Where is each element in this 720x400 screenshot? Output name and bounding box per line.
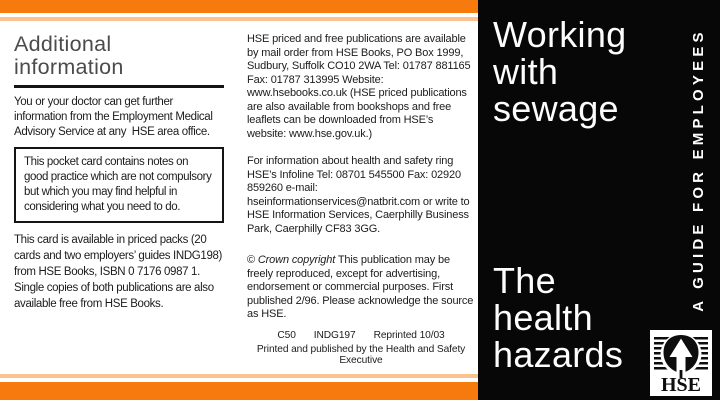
- cover-subtitle-line2: health: [493, 297, 593, 338]
- cover-title-line1: Working: [493, 14, 627, 55]
- bottom-orange-bar: [0, 382, 478, 400]
- middle-column: [247, 33, 475, 366]
- cover-subtitle-line1: The: [493, 260, 556, 301]
- bottom-light-orange-rule: [0, 374, 478, 378]
- cover-subtitle: [493, 262, 623, 373]
- copyright-rest: This publication may be freely reproduced, except for advertising, endorsement or commercial purposes. First published 2/96. Please acknowledge the source as HSE.: [247, 254, 477, 320]
- cover-title: [493, 16, 626, 127]
- footer-code-reprint: Reprinted 10/03: [373, 329, 445, 341]
- top-orange-bar: [0, 0, 478, 13]
- footer-code-indg197: INDG197: [313, 329, 356, 341]
- footer-codes: [247, 330, 475, 341]
- copyright-symbol: ©: [247, 254, 258, 266]
- cover-subtitle-line3: hazards: [493, 334, 624, 375]
- hse-logo: [650, 330, 712, 396]
- infoline-paragraph: For information about health and safety ring HSE’s Infoline Tel: 08701 545500 Fax: 02920 859260 e-mail: hseinformationservices@natbrit.com or write to HSE Information Services, Caerphilly Business Park, Caerphilly CF83 3GG.: [247, 155, 473, 235]
- pocket-card-note-box: This pocket card contains notes on good practice which are not compulsory but which you may find helpful in considering what you need to do.: [14, 147, 224, 223]
- left-paragraph-1: You or your doctor can get further information from the Employment Medical Advisory Service at any HSE area office.: [14, 96, 215, 138]
- heading-rule: [14, 85, 224, 88]
- section-heading-line2: information: [14, 55, 124, 79]
- cover-panel: [478, 0, 720, 400]
- copyright-paragraph: [247, 254, 475, 322]
- publications-paragraph: HSE priced and free publications are available by mail order from HSE Books, PO Box 1999, Sudbury, Suffolk CO10 2WA Tel: 01787 881165 Fax: 01787 313995 Website: www.hsebooks.co.uk (HSE priced publications are also available from bookshops and free leaflets can be downloaded from HSE’s website: www.hse.gov.uk.): [247, 33, 474, 140]
- top-light-orange-rule: [0, 17, 478, 21]
- section-heading: [14, 33, 224, 79]
- footer-code-c50: C50: [277, 329, 296, 341]
- copyright-italic: Crown copyright: [257, 254, 336, 266]
- left-paragraph-2: This card is available in priced packs (20 cards and two employers’ guides INDG198) from HSE Books, ISBN 0 7176 0987 1. Single copies of both publications are also available free from HSE Books.: [14, 234, 225, 310]
- footer-publisher: Printed and published by the Health and Safety Executive: [256, 343, 466, 366]
- hse-logo-text: HSE: [660, 374, 702, 396]
- vertical-banner: A GUIDE FOR EMPLOYEES: [690, 28, 707, 312]
- cover-title-line2: with: [493, 51, 559, 92]
- left-column: [14, 33, 224, 312]
- section-heading-line1: Additional: [14, 32, 112, 56]
- cover-title-line3: sewage: [493, 88, 619, 129]
